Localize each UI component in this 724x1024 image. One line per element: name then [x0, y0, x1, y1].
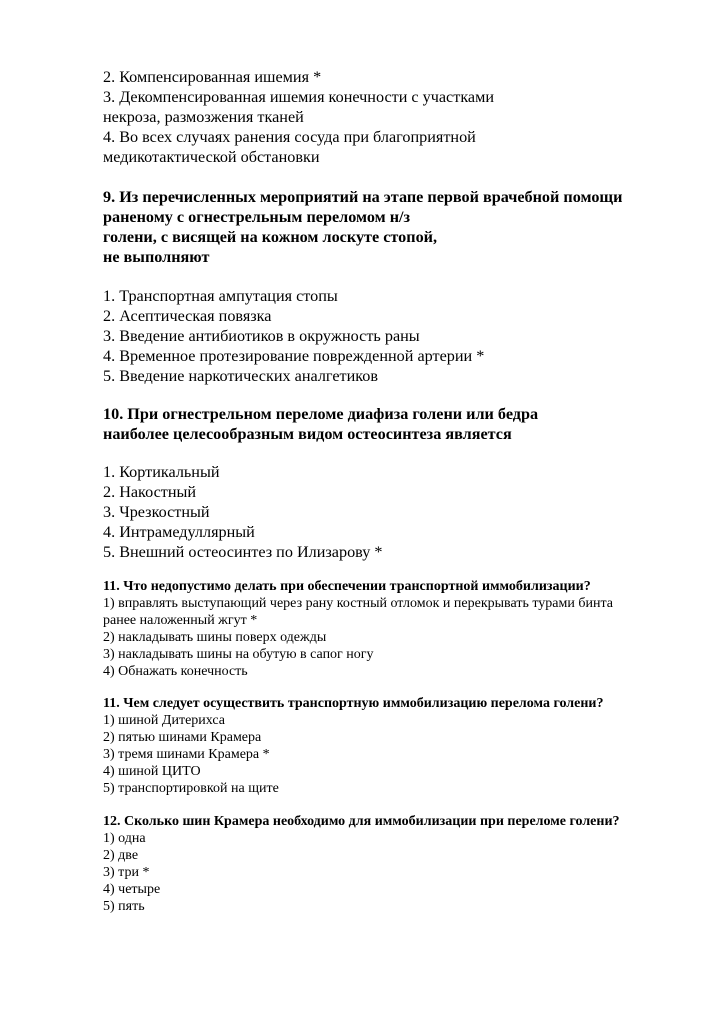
question-9-option: 5. Введение наркотических аналгетиков [103, 367, 379, 385]
question-11b-option: 1) шиной Дитерихса [103, 713, 225, 728]
question-11b-option: 5) транспортировкой на щите [103, 781, 279, 796]
option-line: некроза, размозжения тканей [103, 108, 304, 126]
question-11a-option: 1) вправлять выступающий через рану костный отломок и перекрывать турами бинта [103, 596, 613, 611]
question-9-title: 9. Из перечисленных мероприятий на этапе первой врачебной помощи [103, 188, 623, 206]
question-11a-option: ранее наложенный жгут * [103, 613, 258, 628]
question-10-option: 5. Внешний остеосинтез по Илизарову * [103, 543, 383, 561]
question-9-option: 4. Временное протезирование поврежденной артерии * [103, 347, 485, 365]
question-11a-option: 4) Обнажать конечность [103, 664, 248, 679]
question-10-title: наиболее целесообразным видом остеосинтеза является [103, 425, 512, 443]
question-12-option: 3) три * [103, 865, 150, 880]
question-10-option: 4. Интрамедуллярный [103, 523, 255, 541]
question-10-title: 10. При огнестрельном переломе диафиза голени или бедра [103, 405, 539, 423]
question-12-option: 5) пять [103, 899, 145, 914]
question-12-option: 2) две [103, 848, 139, 863]
question-11a-option: 3) накладывать шины на обутую в сапог ногу [103, 647, 374, 662]
question-10-option: 3. Чрезкостный [103, 503, 210, 521]
option-line: 2. Компенсированная ишемия * [103, 68, 322, 86]
question-10-option: 2. Накостный [103, 483, 197, 501]
question-11a-option: 2) накладывать шины поверх одежды [103, 630, 327, 645]
question-11b-title: 11. Чем следует осуществить транспортную иммобилизацию перелома голени? [103, 696, 604, 711]
question-11b-option: 2) пятью шинами Крамера [103, 730, 262, 745]
question-9-title: голени, с висящей на кожном лоскуте стопой, [103, 228, 438, 246]
option-line: 3. Декомпенсированная ишемия конечности с участками [103, 88, 495, 106]
question-11b-option: 4) шиной ЦИТО [103, 764, 201, 779]
option-line: 4. Во всех случаях ранения сосуда при благоприятной [103, 128, 476, 146]
question-12-option: 4) четыре [103, 882, 161, 897]
option-line: медикотактической обстановки [103, 148, 320, 166]
question-12-title: 12. Сколько шин Крамера необходимо для иммобилизации при переломе голени? [103, 814, 620, 829]
question-11a-title: 11. Что недопустимо делать при обеспечении транспортной иммобилизации? [103, 579, 591, 594]
question-9-title: не выполняют [103, 248, 210, 266]
question-11b-option: 3) тремя шинами Крамера * [103, 747, 270, 762]
question-10-option: 1. Кортикальный [103, 463, 220, 481]
question-9-option: 3. Введение антибиотиков в окружность раны [103, 327, 420, 345]
question-9-option: 1. Транспортная ампутация стопы [103, 287, 338, 305]
question-9-title: раненому с огнестрельным переломом н/з [103, 208, 411, 226]
question-12-option: 1) одна [103, 831, 146, 846]
question-9-option: 2. Асептическая повязка [103, 307, 272, 325]
